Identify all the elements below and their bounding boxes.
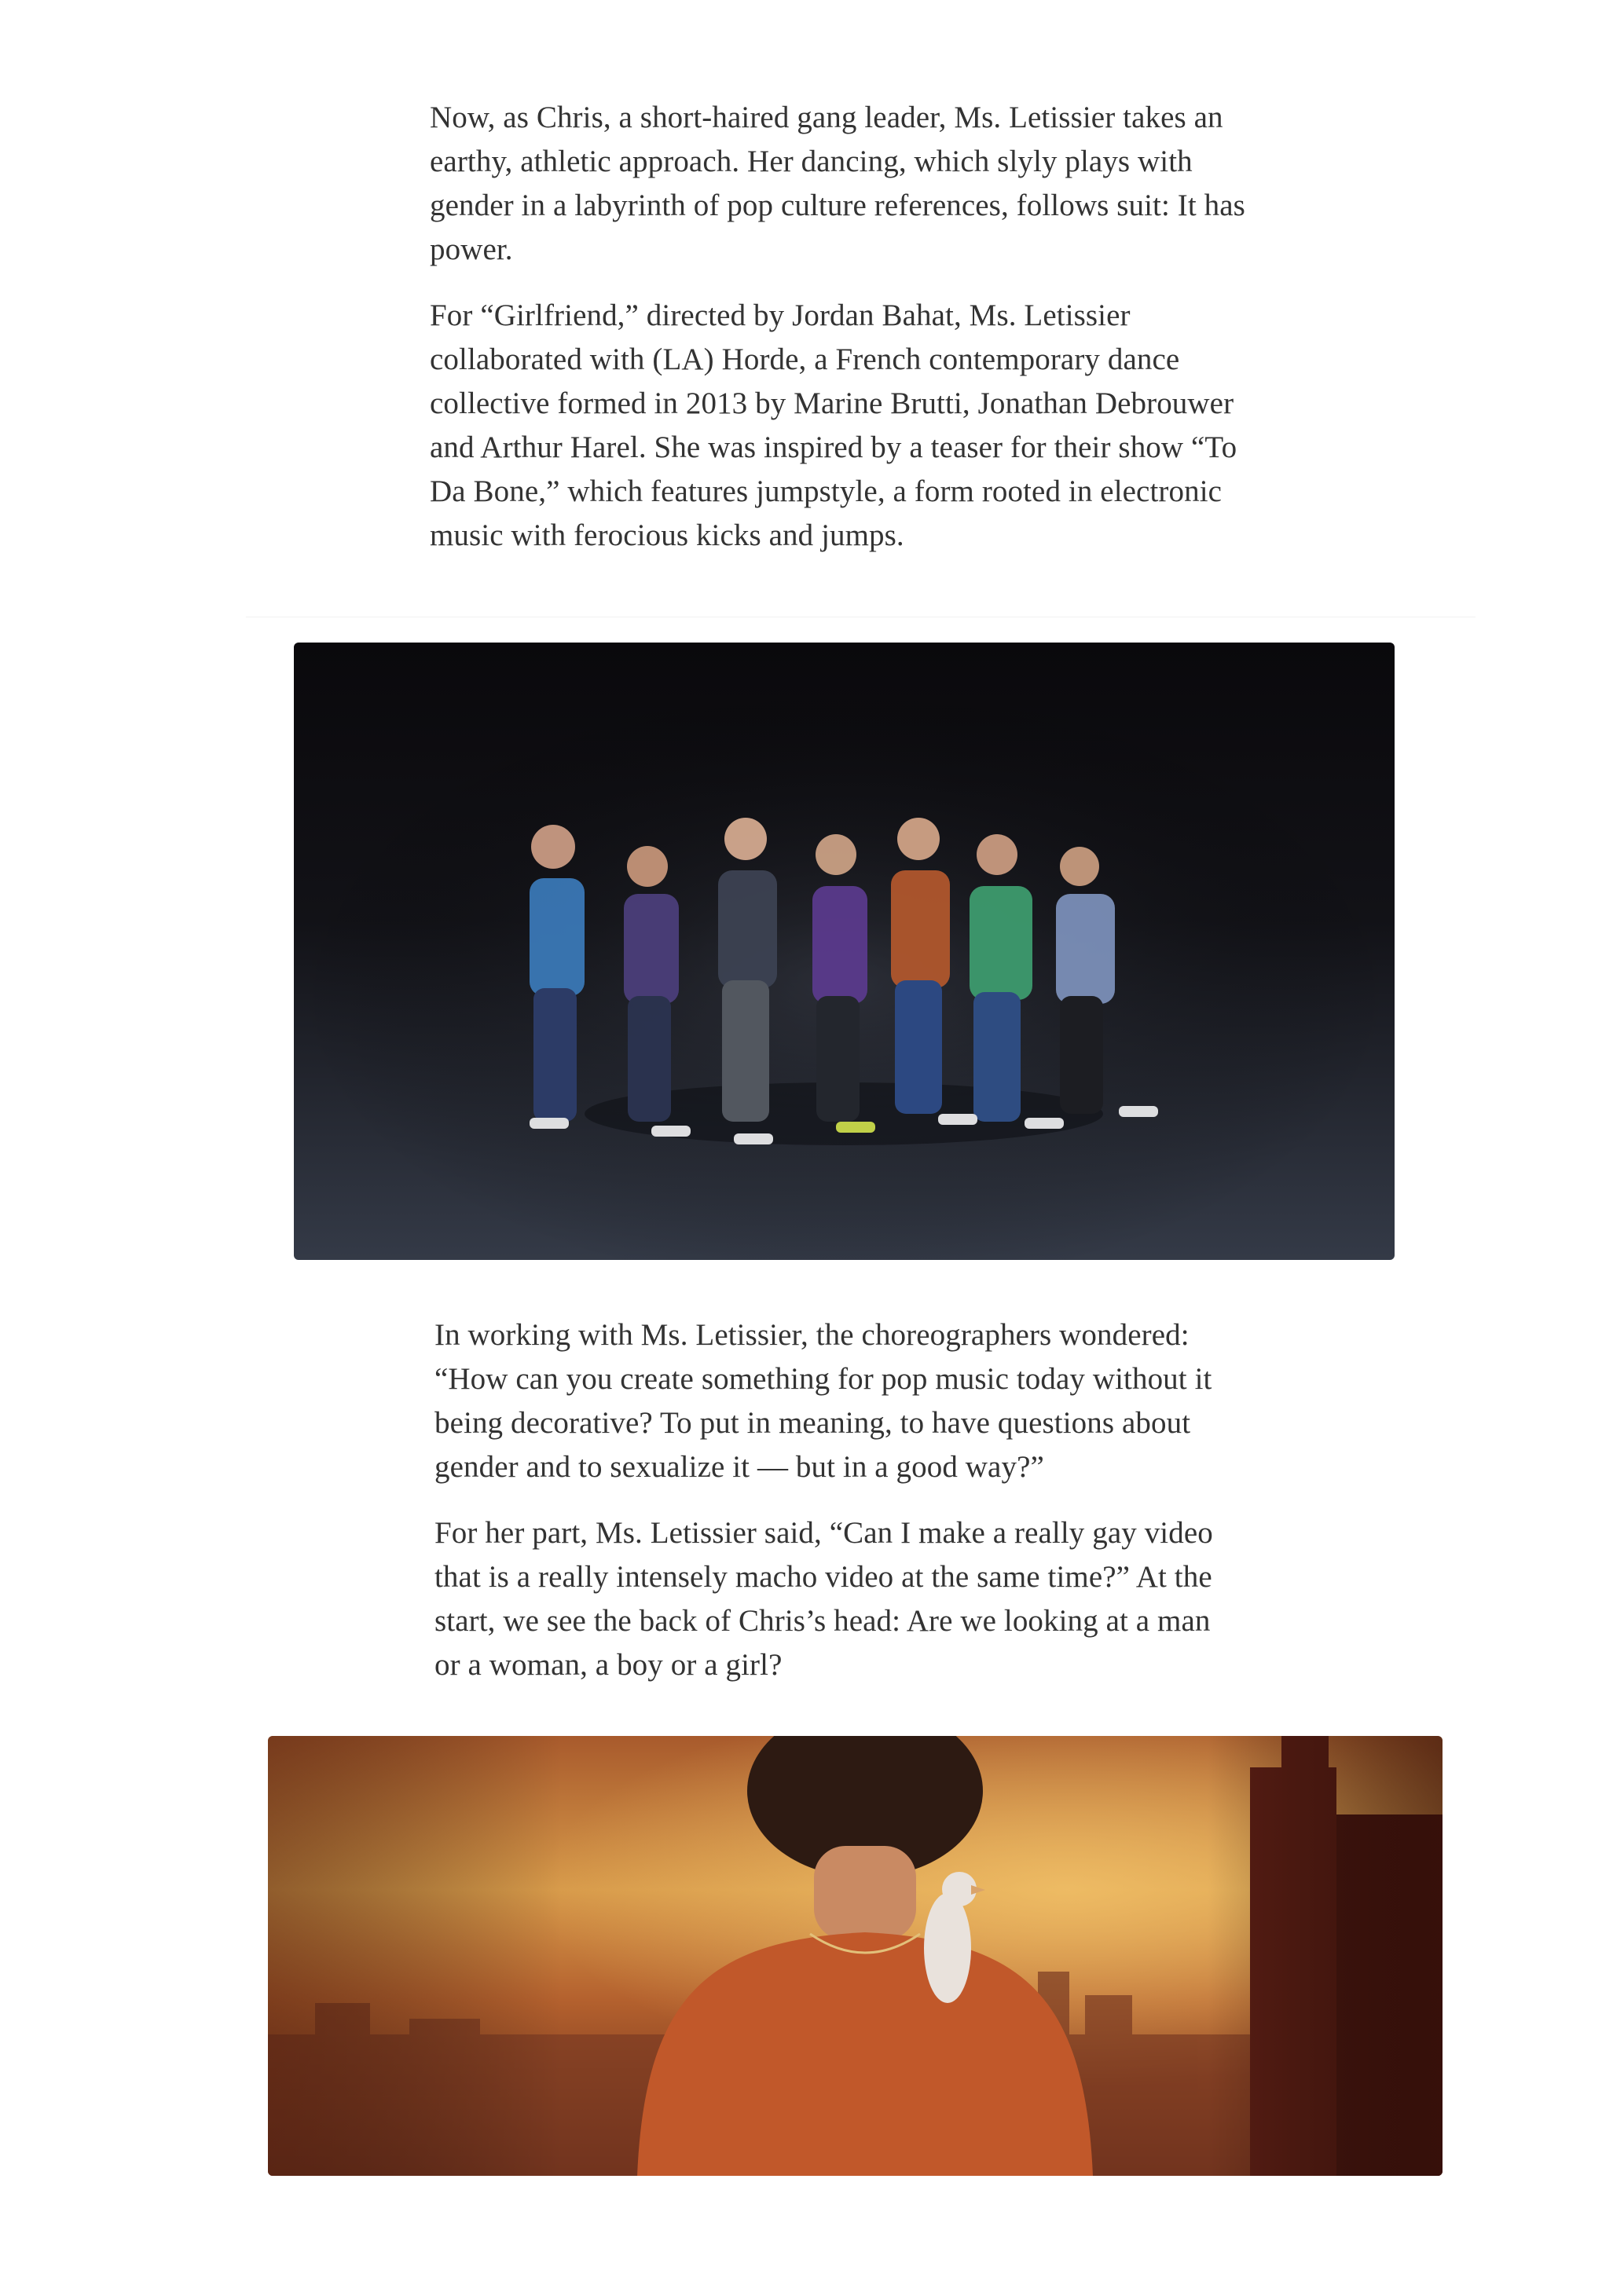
chris-video-still[interactable]	[268, 1736, 1443, 2176]
dancers-image	[294, 643, 1395, 1260]
article-paragraph: In working with Ms. Letissier, the choreographers wondered: “How can you create something for pop music today without it being decorative? To put in meaning, to have questions about gender and to sexualize it — but in a good way?”	[434, 1318, 1212, 1484]
article-paragraph: For her part, Ms. Letissier said, “Can I make a really gay video that is a really intensely macho video at the same time?” At the start, we see the back of Chris’s head: Are we looking at a man or a woman, a boy or a girl?	[434, 1516, 1213, 1682]
article-paragraph: For “Girlfriend,” directed by Jordan Bahat, Ms. Letissier collaborated with (LA) Horde, a French contemporary dance collective formed in 2013 by Marine Brutti, Jonathan Debrouwer and Arthur Harel. She was inspired by a teaser for their show “To Da Bone,” which features jumpstyle, a form rooted in electronic music with ferocious kicks and jumps.	[430, 298, 1237, 552]
chris-dove-image	[268, 1736, 1443, 2176]
article-paragraph: Now, as Chris, a short-haired gang leader, Ms. Letissier takes an earthy, athletic approach. Her dancing, which slyly plays with gender in a labyrinth of pop culture references, follows suit: It has power.	[430, 101, 1245, 266]
dance-video-still[interactable]	[294, 643, 1395, 1260]
